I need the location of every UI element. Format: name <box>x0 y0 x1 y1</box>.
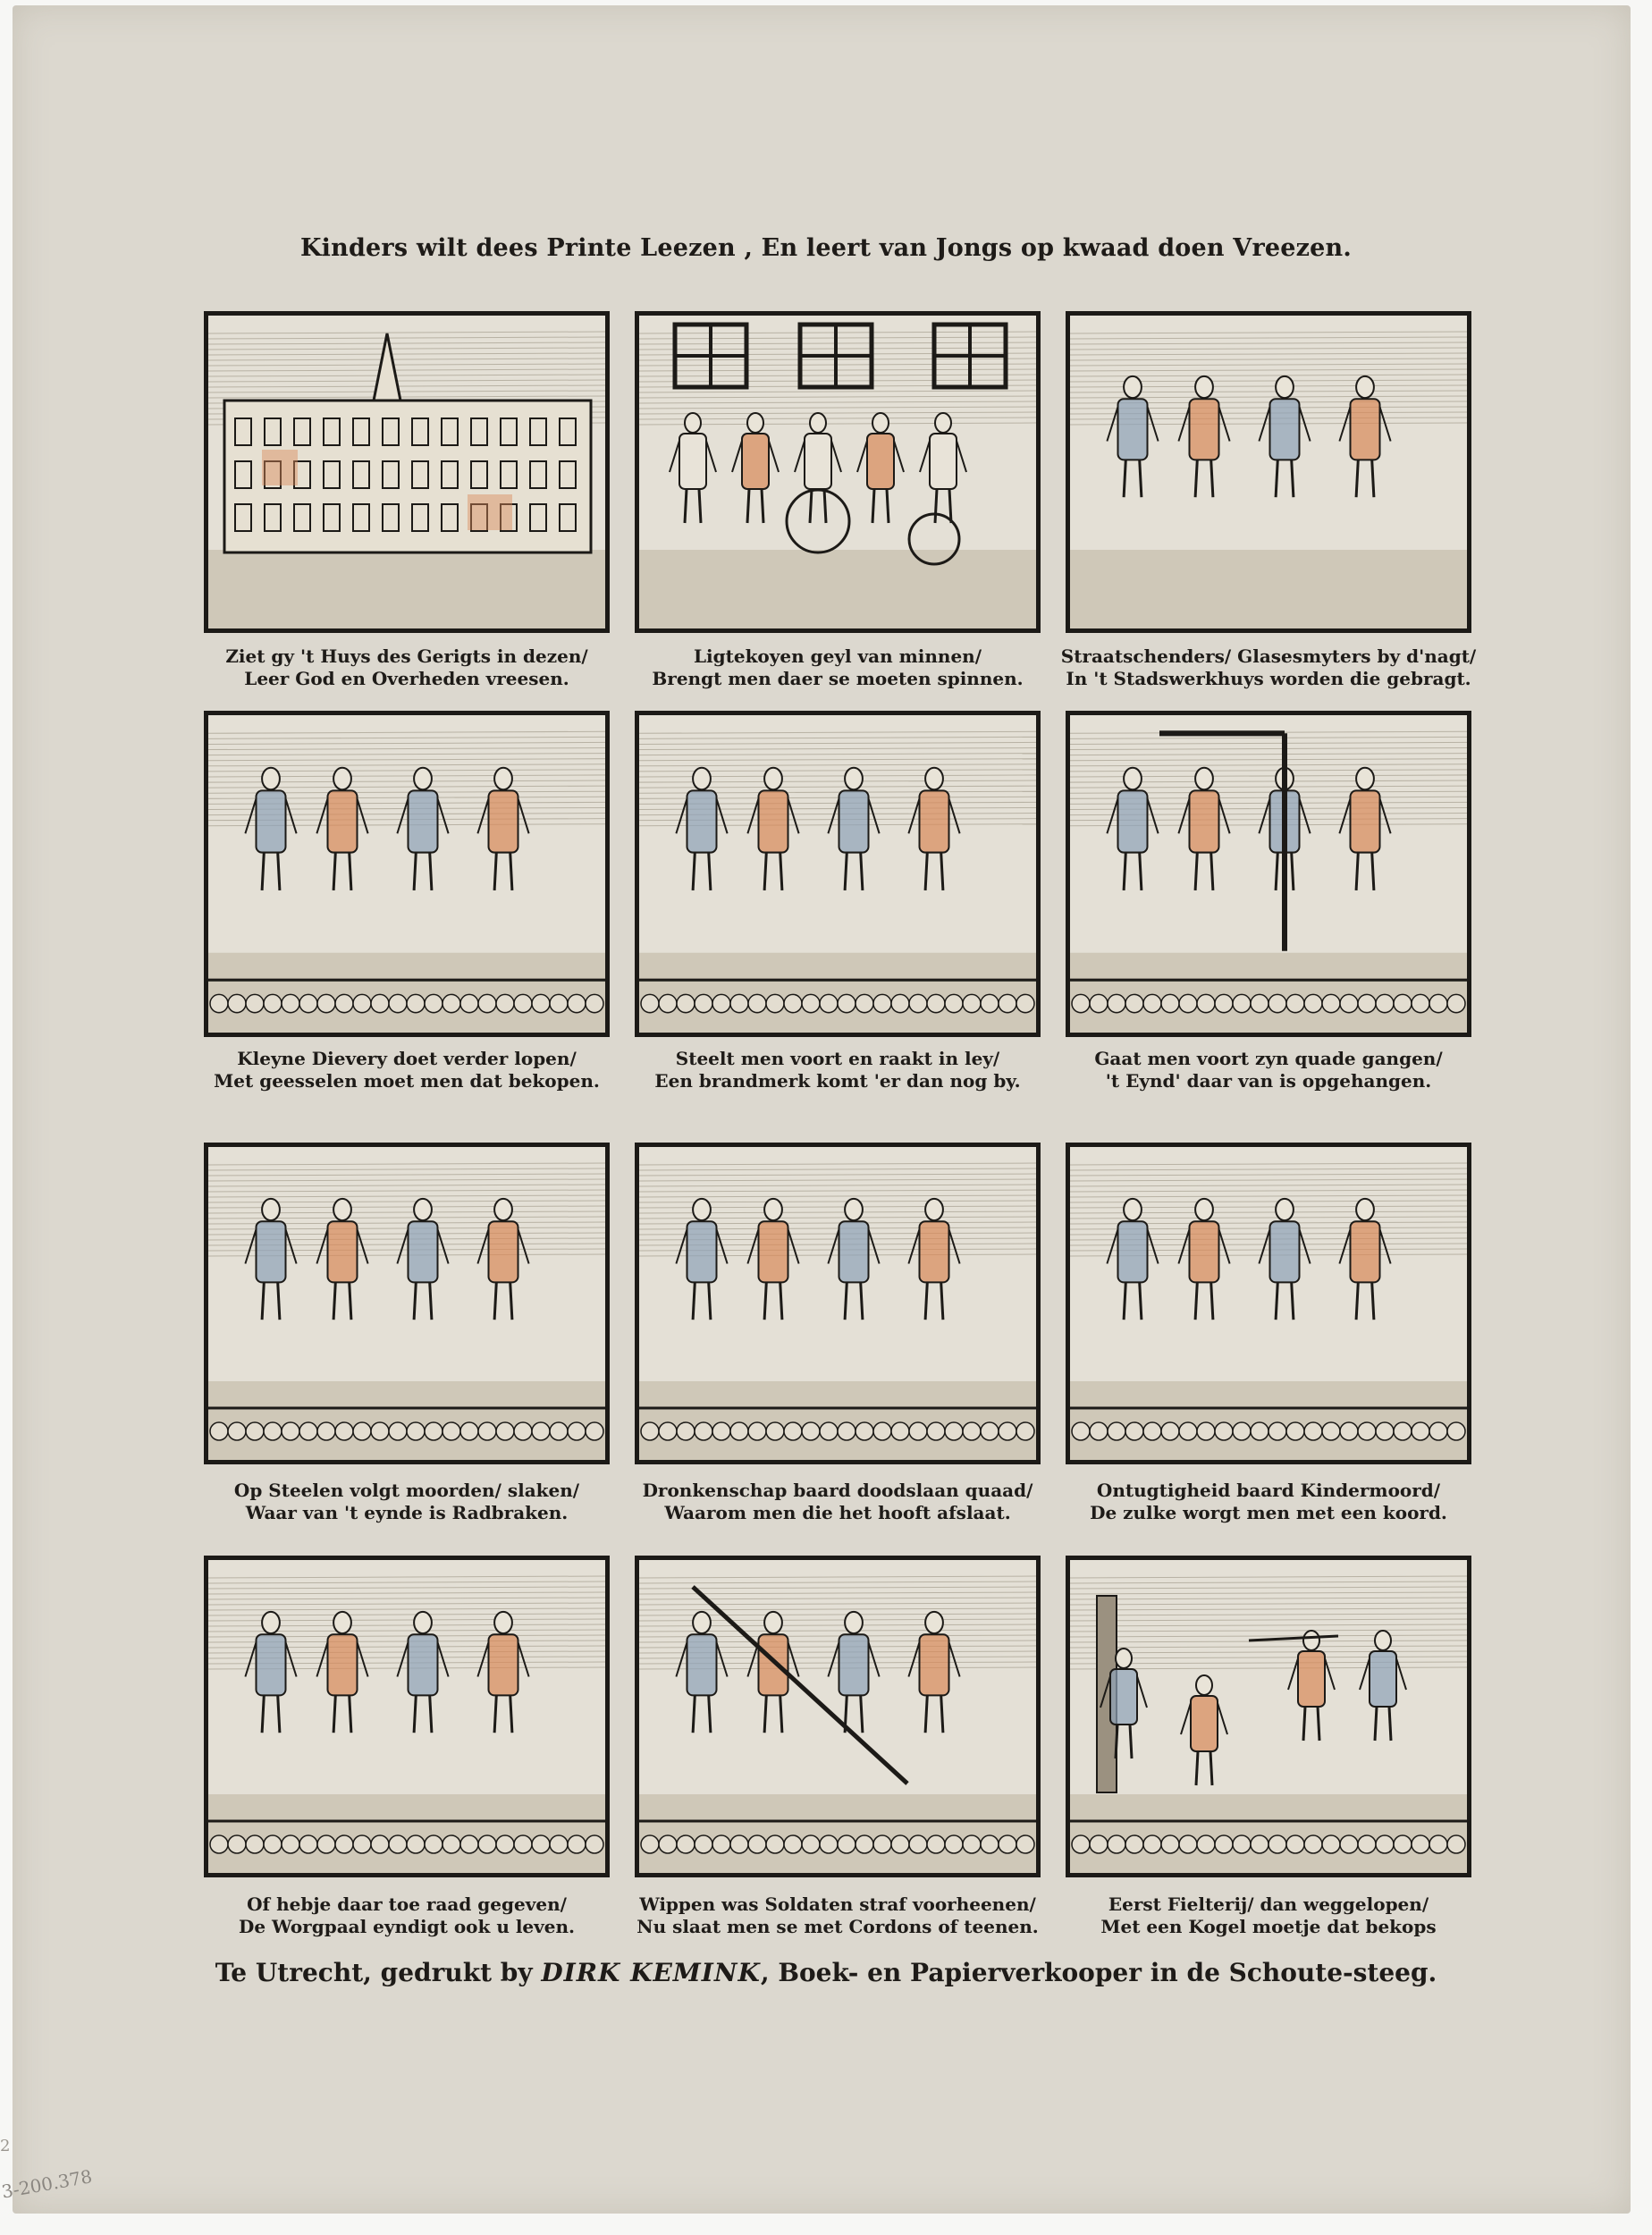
woodcut-flogging <box>208 715 605 1033</box>
woodcut-branding <box>639 715 1036 1033</box>
woodcut-panel-9 <box>1066 1143 1471 1464</box>
woodcut-panel-4 <box>204 711 610 1037</box>
printer-name: DIRK KEMINK <box>541 1958 761 1987</box>
woodcut-workhouse <box>1070 316 1467 628</box>
caption-11: Wippen was Soldaten straf voorheenen/ Nu slaat men se met Cordons of teenen. <box>636 1893 1039 1937</box>
caption-7: Op Steelen volgt moorden/ slaken/ Waar van 't eynde is Radbraken. <box>233 1480 580 1523</box>
woodcut-gallows <box>1070 715 1467 1033</box>
woodcut-panel-12 <box>1066 1556 1471 1877</box>
woodcut-panel-3 <box>1066 311 1471 633</box>
woodcut-beheading <box>639 1147 1036 1460</box>
woodcut-panel-2 <box>635 311 1041 633</box>
imprint <box>0 1958 1652 1987</box>
caption-3: Straatschenders/ Glasesmyters by d'nagt/ In 't Stadswerkhuys worden die gebragt. <box>1060 645 1477 689</box>
woodcut-strangling <box>1070 1147 1467 1460</box>
woodcut-garrotte <box>208 1560 605 1873</box>
imprint-suffix: , Boek- en Papierverkooper in de Schoute-steeg. <box>760 1958 1437 1987</box>
margin-mark: 2 <box>0 2137 11 2155</box>
woodcut-panel-6 <box>1066 711 1471 1037</box>
caption-1: Ziet gy 't Huys des Gerigts in dezen/ Leer God en Overheden vreesen. <box>225 645 588 689</box>
woodcut-panel-7 <box>204 1143 610 1464</box>
woodcut-town-hall <box>208 316 605 628</box>
woodcut-breaking-wheel <box>208 1147 605 1460</box>
caption-4: Kleyne Dievery doet verder lopen/ Met geesselen moet men dat bekopen. <box>214 1048 600 1092</box>
woodcut-strappado <box>639 1560 1036 1873</box>
woodcut-firing-squad <box>1070 1560 1467 1873</box>
woodcut-panel-10 <box>204 1556 610 1877</box>
caption-2: Ligtekoyen geyl van minnen/ Brengt men daer se moeten spinnen. <box>652 645 1024 689</box>
woodcut-panel-5 <box>635 711 1041 1037</box>
caption-8: Dronkenschap baard doodslaan quaad/ Waarom men die het hooft afslaat. <box>642 1480 1033 1523</box>
caption-5: Steelt men voort en raakt in ley/ Een brandmerk komt 'er dan nog by. <box>654 1048 1021 1092</box>
caption-12: Eerst Fielterij/ dan weggelopen/ Met een Kogel moetje dat bekops <box>1100 1893 1437 1937</box>
woodcut-spinning-house <box>639 316 1036 628</box>
woodcut-panel-11 <box>635 1556 1041 1877</box>
inventory-number: 3-200.378 <box>0 2165 94 2203</box>
woodcut-panel-8 <box>635 1143 1041 1464</box>
imprint-prefix: Te Utrecht, gedrukt by <box>215 1958 533 1987</box>
sheet-title: Kinders wilt dees Printe Leezen , En leert van Jongs op kwaad doen Vreezen. <box>300 234 1352 262</box>
caption-9: Ontugtigheid baard Kindermoord/ De zulke worgt men met een koord. <box>1090 1480 1447 1523</box>
caption-10: Of hebje daar toe raad gegeven/ De Worgpaal eyndigt ook u leven. <box>238 1893 575 1937</box>
woodcut-panel-1 <box>204 311 610 633</box>
caption-6: Gaat men voort zyn quade gangen/ 't Eynd' daar van is opgehangen. <box>1094 1048 1443 1092</box>
